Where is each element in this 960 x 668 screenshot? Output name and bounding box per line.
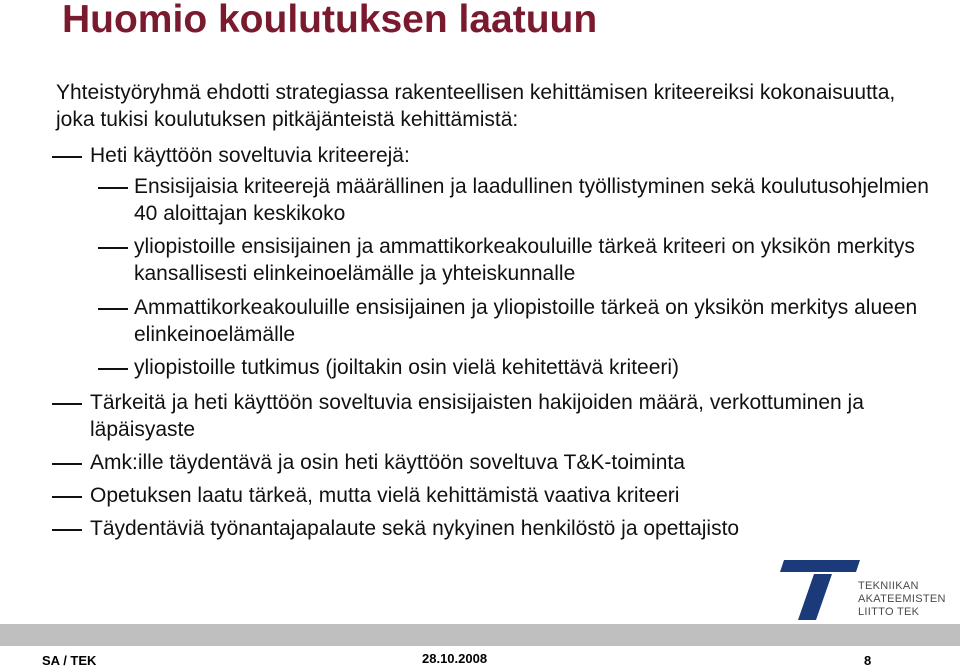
dash-marker [98, 368, 128, 370]
bullet-item [90, 482, 940, 509]
logo-line: LIITTO TEK [858, 606, 920, 618]
dash-marker [52, 156, 82, 158]
bullet-text: Heti käyttöön soveltuvia kriteerejä: [90, 144, 410, 167]
bullet-text: Täydentäviä työnantajapalaute sekä nykyinen henkilöstö ja opettajisto [90, 517, 740, 540]
dash-marker [52, 496, 82, 498]
intro-paragraph: Yhteistyöryhmä ehdotti strategiassa rakenteellisen kehittämisen kriteereiksi kokonaisuutta, joka tukisi koulutuksen pitkäjänteistä kehittämistä: [56, 81, 896, 131]
footer-author: SA / TEK [42, 653, 97, 668]
bullet-item [134, 233, 934, 287]
slide-title: Huomio koulutuksen laatuun [62, 0, 598, 41]
bullet-item [90, 449, 940, 476]
logo-wordmark [858, 580, 946, 619]
footer-date: 28.10.2008 [422, 651, 488, 666]
dash-marker [52, 403, 82, 405]
tek-logo-icon [780, 560, 860, 624]
bullet-item [90, 389, 940, 443]
dash-marker [52, 529, 82, 531]
bullet-text: Ensisijaisia kriteerejä määrällinen ja laadullinen työllistyminen sekä koulutusohjelmien 40 aloittajan keskikoko [134, 175, 929, 225]
bullet-text: Tärkeitä ja heti käyttöön soveltuvia ensisijaisten hakijoiden määrä, verkottuminen ja läpäisyaste [90, 391, 864, 441]
bullet-text: Opetuksen laatu tärkeä, mutta vielä kehittämistä vaativa kriteeri [90, 484, 680, 507]
bullet-item [90, 142, 940, 169]
footer-bar [0, 624, 960, 646]
bullet-text: yliopistoille tutkimus (joiltakin osin vielä kehitettävä kriteeri) [134, 356, 680, 379]
dash-marker [98, 247, 128, 249]
bullet-item [134, 173, 934, 227]
bullet-text: yliopistoille ensisijainen ja ammattikorkeakouluille tärkeä kriteeri on yksikön merkitys kansallisesti elinkeinoelämälle ja yhteiskunnalle [134, 235, 915, 285]
logo-line: TEKNIIKAN [858, 580, 919, 592]
page-number: 8 [864, 653, 872, 668]
bullet-text: Amk:ille täydentävä ja osin heti käyttöön soveltuva T&K-toiminta [90, 451, 685, 474]
logo-line: AKATEEMISTEN [858, 593, 946, 605]
bullet-item [134, 294, 934, 348]
dash-marker [52, 463, 82, 465]
bullet-item [134, 354, 934, 381]
bullet-item [90, 515, 940, 542]
dash-marker [98, 187, 128, 189]
bullet-text: Ammattikorkeakouluille ensisijainen ja yliopistoille tärkeä on yksikön merkitys alueen elinkeinoelämälle [134, 296, 918, 346]
dash-marker [98, 308, 128, 310]
